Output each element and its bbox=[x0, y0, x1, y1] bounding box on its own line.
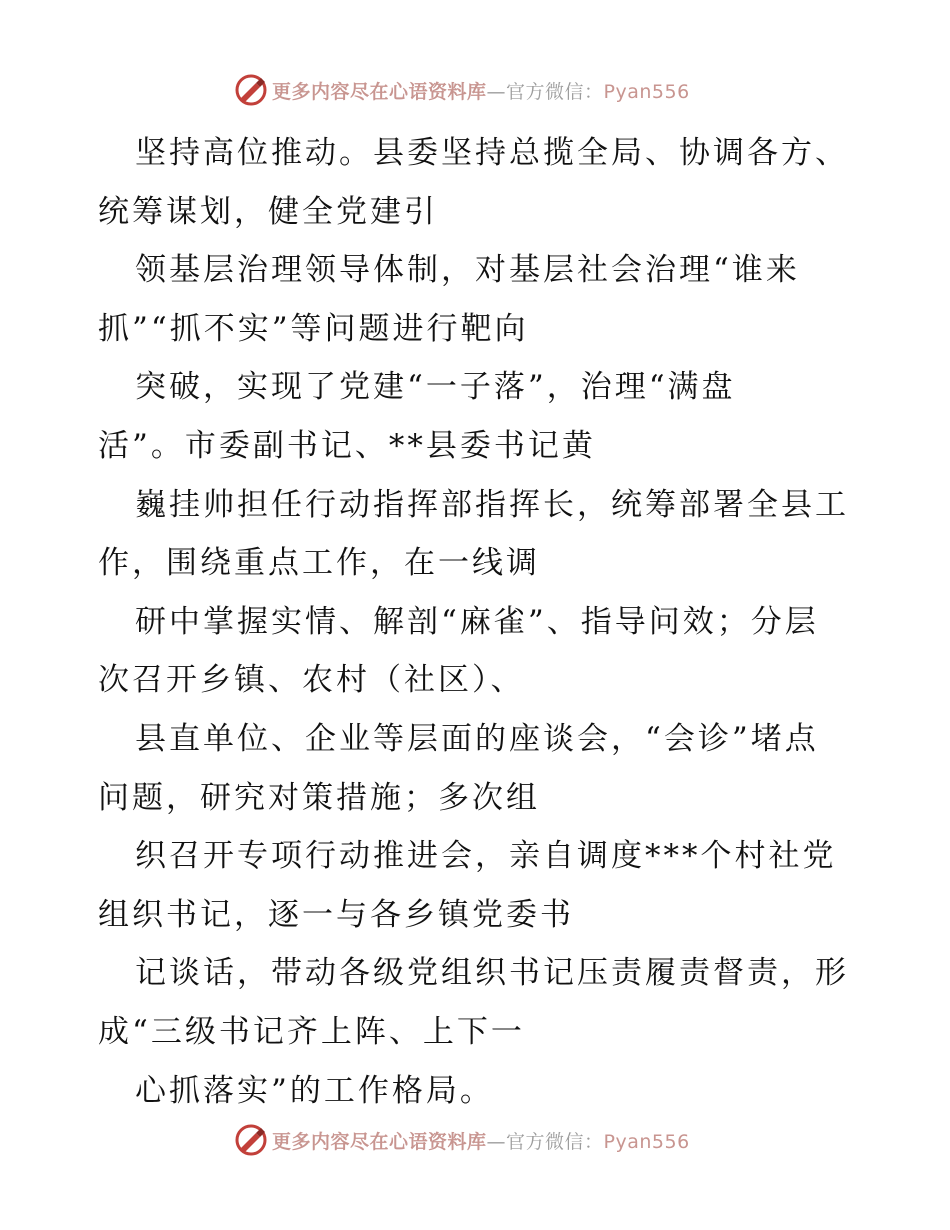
footer-watermark bbox=[234, 1122, 690, 1158]
text-line: 巍挂帅担任行动指挥部指挥长，统筹部署全县工 bbox=[135, 486, 849, 523]
text-line: 县直单位、企业等层面的座谈会，“会诊”堵点 bbox=[135, 720, 819, 757]
text-line: 织召开专项行动推进会，亲自调度***个村社党 bbox=[135, 838, 837, 875]
pen-logo-icon bbox=[234, 73, 268, 107]
watermark-text: 更多内容尽在心语资料库—官方微信：Pyan556 bbox=[272, 80, 690, 103]
text-line: 心抓落实”的工作格局。 bbox=[135, 1072, 494, 1109]
text-line: 成“三级书记齐上阵、上下一 bbox=[98, 1013, 525, 1050]
text-line: 问题，研究对策措施；多次组 bbox=[98, 779, 540, 816]
text-line: 记谈话，带动各级党组织书记压责履责督责，形 bbox=[135, 955, 849, 992]
text-line: 组织书记，逐一与各乡镇党委书 bbox=[98, 896, 574, 933]
text-line: 研中掌握实情、解剖“麻雀”、指导问效；分层 bbox=[135, 603, 819, 640]
pen-logo-icon bbox=[234, 1123, 268, 1157]
text-line: 坚持高位推动。县委坚持总揽全局、协调各方、 bbox=[135, 135, 849, 171]
text-line: 统筹谋划，健全党建引 bbox=[98, 193, 438, 230]
text-line: 领基层治理领导体制，对基层社会治理“谁来 bbox=[135, 252, 800, 289]
text-line: 突破，实现了党建“一子落”，治理“满盘 bbox=[135, 369, 736, 406]
text-line: 次召开乡镇、农村（社区）、 bbox=[98, 662, 525, 699]
text-line: 抓”“抓不实”等问题进行靶向 bbox=[98, 310, 529, 347]
header-watermark bbox=[234, 72, 690, 108]
document-body bbox=[98, 124, 858, 1120]
watermark-text: 更多内容尽在心语资料库—官方微信：Pyan556 bbox=[272, 1130, 690, 1153]
text-line: 作，围绕重点工作，在一线调 bbox=[98, 545, 540, 582]
text-line: 活”。市委副书记、**县委书记黄 bbox=[98, 427, 596, 464]
